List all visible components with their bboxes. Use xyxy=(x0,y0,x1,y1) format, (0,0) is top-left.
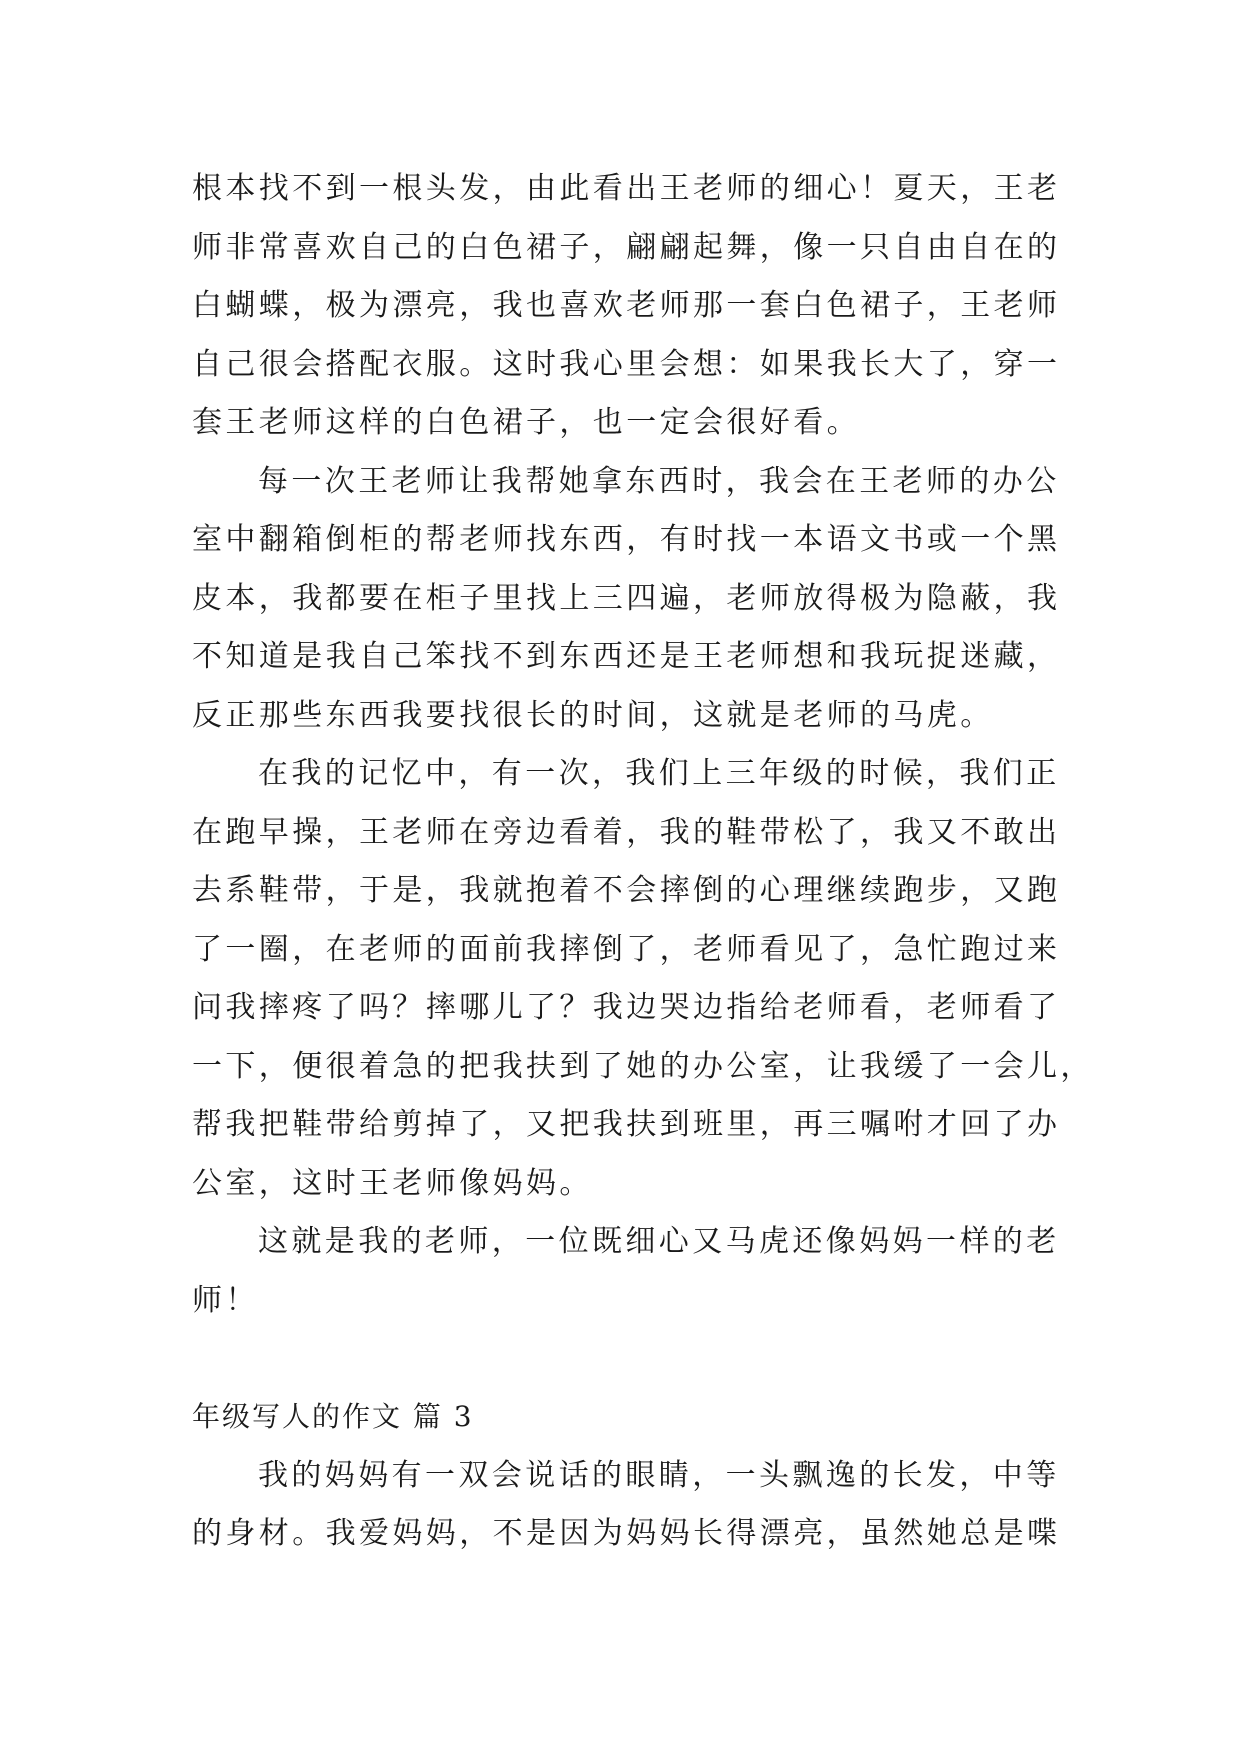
text-line: 了一圈，在老师的面前我摔倒了，老师看见了，急忙跑过来 xyxy=(192,931,1061,967)
text-line: 皮本，我都要在柜子里找上三四遍，老师放得极为隐蔽，我 xyxy=(192,580,1061,616)
text-line: 每一次王老师让我帮她拿东西时，我会在王老师的办公 xyxy=(258,463,1060,499)
paragraph xyxy=(192,453,1062,746)
text-line: 套王老师这样的白色裙子，也一定会很好看。 xyxy=(192,405,860,440)
text-line: 问我摔疼了吗？摔哪儿了？我边哭边指给老师看，老师看了 xyxy=(192,990,1061,1025)
text-line: 室中翻箱倒柜的帮老师找东西，有时找一本语文书或一个黑 xyxy=(192,522,1061,557)
text-line: 我的妈妈有一双会说话的眼睛，一头飘逸的长发，中等 xyxy=(258,1457,1060,1493)
text-line: 根本找不到一根头发，由此看出王老师的细心！夏天，王老 xyxy=(192,171,1061,206)
text-line: 在我的记忆中，有一次，我们上三年级的时候，我们正 xyxy=(258,756,1060,791)
text-line: 去系鞋带，于是，我就抱着不会摔倒的心理继续跑步，又跑 xyxy=(192,873,1061,908)
text-line: 公室，这时王老师像妈妈。 xyxy=(192,1165,593,1201)
text-line: 师非常喜欢自己的白色裙子，翩翩起舞，像一只自由自在的 xyxy=(192,229,1061,265)
section-heading: 年级写人的作文 篇 3 xyxy=(192,1400,474,1433)
paragraph xyxy=(192,1447,1062,1564)
paragraph xyxy=(192,745,1094,1213)
text-line: 在跑早操，王老师在旁边看着，我的鞋带松了，我又不敢出 xyxy=(192,814,1061,850)
document-body xyxy=(192,160,1094,1564)
text-line: 帮我把鞋带给剪掉了，又把我扶到班里，再三嘱咐才回了办 xyxy=(192,1107,1061,1142)
text-line: 一下，便很着急的把我扶到了她的办公室，让我缓了一会儿， xyxy=(192,1048,1094,1084)
text-line: 师！ xyxy=(192,1282,259,1318)
text-line: 反正那些东西我要找很长的时间，这就是老师的马虎。 xyxy=(192,697,994,733)
text-line: 这就是我的老师，一位既细心又马虎还像妈妈一样的老 xyxy=(258,1224,1060,1259)
text-line: 自己很会搭配衣服。这时我心里会想：如果我长大了，穿一 xyxy=(192,346,1061,382)
text-line: 的身材。我爱妈妈，不是因为妈妈长得漂亮，虽然她总是喋 xyxy=(192,1516,1061,1551)
text-line: 不知道是我自己笨找不到东西还是王老师想和我玩捉迷藏， xyxy=(192,639,1061,674)
paragraph xyxy=(192,160,1062,453)
text-line: 白蝴蝶，极为漂亮，我也喜欢老师那一套白色裙子，王老师 xyxy=(192,288,1061,323)
paragraph xyxy=(192,1213,1062,1330)
